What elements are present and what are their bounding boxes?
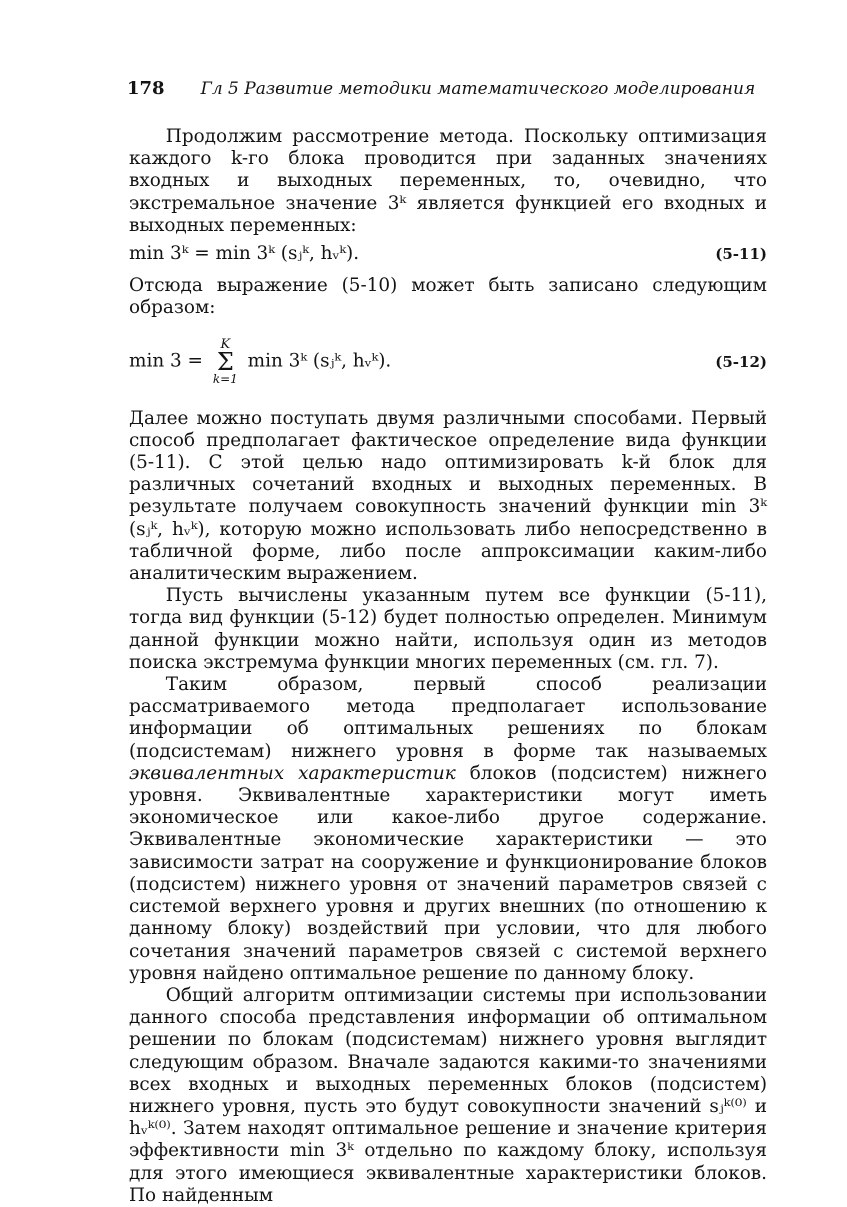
sum-upper-limit: K	[220, 337, 231, 353]
formula-5-12-expression	[129, 338, 391, 385]
formula-5-11-expression: min 3ᵏ = min 3ᵏ (sⱼᵏ, hᵥᵏ).	[129, 243, 360, 265]
paragraph-5-part-a: Таким образом, первый способ реализации рассматриваемого метода предполагает использование информации об оптимальных решениях по блокам (подсистемам) нижнего уровня в форме так называемых	[129, 674, 767, 762]
paragraph-3: Далее можно поступать двумя различными способами. Первый способ предполагает фактическое определение вида функции (5-11). С этой целью надо оптимизировать k-й блок для различных сочетаний входных и выходных переменных. В результате получаем совокупность значений функции min 3ᵏ (sⱼᵏ, hᵥᵏ), которую можно использовать либо непосредственно в табличной форме, либо после аппроксимации каким-либо аналитическим выражением.	[129, 407, 767, 585]
sum-sign: Σ	[216, 348, 234, 377]
formula-5-11	[129, 243, 767, 265]
paragraph-2: Отсюда выражение (5-10) может быть записано следующим образом:	[129, 275, 767, 319]
formula-5-12-right: min 3ᵏ (sⱼᵏ, hᵥᵏ).	[247, 350, 392, 372]
summation-symbol	[213, 338, 238, 385]
page-number: 178	[127, 78, 165, 99]
paragraph-1: Продолжим рассмотрение метода. Поскольку оптимизация каждого k-го блока проводится при заданных значениях входных и выходных переменных, то, очевидно, что экстремальное значение 3ᵏ является функцией его входных и выходных переменных:	[129, 126, 767, 236]
paragraph-4: Пусть вычислены указанным путем все функции (5-11), тогда вид функции (5-12) будет полностью определен. Минимум данной функции можно найти, используя один из методов поиска экстремума функции многих переменных (см. гл. 7).	[129, 585, 767, 673]
page-header	[127, 78, 767, 100]
formula-5-12-tag: (5-12)	[715, 352, 767, 371]
formula-5-12-left: min 3 =	[129, 350, 203, 372]
paragraph-5-part-b: блоков (подсистем) нижнего уровня. Эквивалентные характеристики могут иметь экономическое или какое-либо другое содержание. Эквивалентные экономические характеристики — это зависимости затрат на сооружение и функционирование блоков (подсистем) нижнего уровня от значений параметров связей с системой верхнего уровня и других внешних (по отношению к данному блоку) воздействий при условии, что для любого сочетания значений параметров связей с системой верхнего уровня найдено оптимальное решение по данному блоку.	[129, 762, 767, 984]
formula-5-11-tag: (5-11)	[715, 245, 767, 264]
emphasized-term: эквивалентных характеристик	[129, 762, 456, 784]
page-body	[129, 126, 767, 1207]
sum-lower-limit: k=1	[212, 372, 238, 387]
formula-5-12	[129, 324, 767, 400]
running-title: Гл 5 Развитие методики математического моделирования	[200, 79, 756, 99]
paragraph-5	[129, 674, 767, 985]
paragraph-6: Общий алгоритм оптимизации системы при использовании данного способа представления информации об оптимальном решении по блокам (подсистемам) нижнего уровня выглядит следующим образом. Вначале задаются какими-то значениями всех входных и выходных переменных блоков (подсистем) нижнего уровня, пусть это будут совокупности значений sⱼᵏ⁽⁰⁾ и hᵥᵏ⁽⁰⁾. Затем находят оптимальное решение и значение критерия эффективности min 3ᵏ отдельно по каждому блоку, используя для этого имеющиеся эквивалентные характеристики блоков. По найденным	[129, 984, 767, 1206]
